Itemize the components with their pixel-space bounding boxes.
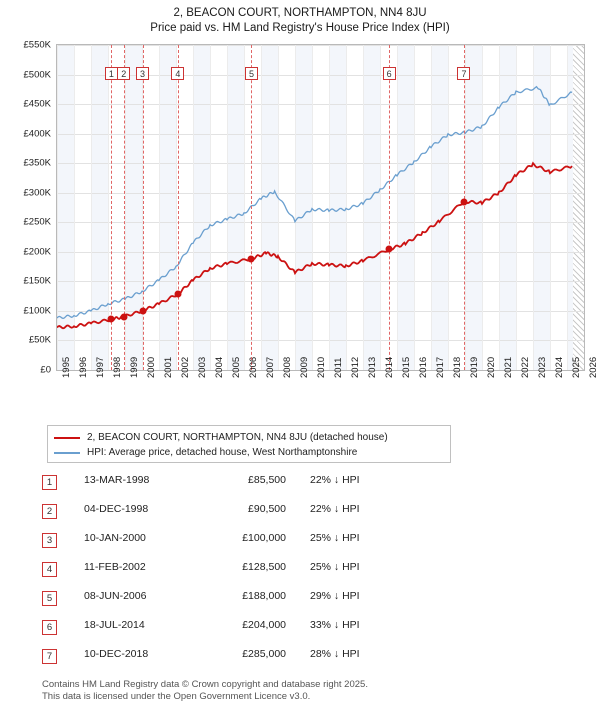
sale-marker-1[interactable] [108, 316, 115, 323]
sale-marker-6[interactable] [386, 246, 393, 253]
chart-legend [47, 425, 451, 463]
x-tick-label: 1998 [112, 356, 123, 378]
x-tick-label: 2003 [197, 356, 208, 378]
row-hpi-delta: 29% ↓ HPI [310, 590, 360, 602]
footer [42, 679, 562, 703]
row-badge: 2 [42, 504, 57, 519]
row-price: £128,500 [242, 561, 286, 573]
x-tick-label: 2024 [554, 356, 565, 378]
row-price: £285,000 [242, 648, 286, 660]
row-date: 10-JAN-2000 [84, 532, 146, 544]
x-tick-label: 2020 [486, 356, 497, 378]
x-tick-label: 2007 [265, 356, 276, 378]
table-row[interactable] [42, 617, 562, 646]
row-badge: 4 [42, 562, 57, 577]
y-tick-label: £150K [23, 275, 51, 287]
event-line-3 [143, 45, 144, 370]
x-tick-label: 2013 [367, 356, 378, 378]
table-row[interactable] [42, 646, 562, 675]
series-lines [57, 45, 584, 370]
x-tick-label: 2008 [282, 356, 293, 378]
x-tick-label: 2012 [350, 356, 361, 378]
row-price: £204,000 [242, 619, 286, 631]
page-title [0, 6, 600, 36]
event-badge-3[interactable]: 3 [136, 67, 149, 80]
x-tick-label: 2017 [435, 356, 446, 378]
chart-container [0, 38, 600, 378]
line-hpi [57, 87, 572, 319]
event-badge-6[interactable]: 6 [383, 67, 396, 80]
event-badge-2[interactable]: 2 [117, 67, 130, 80]
event-badge-7[interactable]: 7 [457, 67, 470, 80]
x-tick-label: 2023 [537, 356, 548, 378]
y-tick-label: £200K [23, 246, 51, 258]
footer-line-2: This data is licensed under the Open Government Licence v3.0. [42, 691, 311, 702]
legend-item-hpi [54, 445, 444, 460]
row-hpi-delta: 25% ↓ HPI [310, 532, 360, 544]
x-tick-label: 1999 [129, 356, 140, 378]
legend-swatch-price-paid [54, 437, 80, 439]
y-tick-label: £100K [23, 305, 51, 317]
row-badge: 7 [42, 649, 57, 664]
x-tick-label: 2001 [163, 356, 174, 378]
event-line-4 [178, 45, 179, 370]
row-price: £85,500 [248, 474, 286, 486]
sale-marker-7[interactable] [460, 198, 467, 205]
row-badge: 5 [42, 591, 57, 606]
event-line-6 [389, 45, 390, 370]
y-tick-label: £500K [23, 69, 51, 81]
row-hpi-delta: 28% ↓ HPI [310, 648, 360, 660]
gridline-vertical [584, 45, 585, 370]
x-tick-label: 2004 [214, 356, 225, 378]
row-date: 08-JUN-2006 [84, 590, 147, 602]
sale-marker-2[interactable] [120, 313, 127, 320]
x-tick-label: 2006 [248, 356, 259, 378]
row-badge: 6 [42, 620, 57, 635]
x-tick-label: 2019 [469, 356, 480, 378]
x-tick-label: 2018 [452, 356, 463, 378]
event-badge-1[interactable]: 1 [105, 67, 118, 80]
x-tick-label: 2015 [401, 356, 412, 378]
y-tick-label: £50K [28, 334, 51, 346]
x-tick-label: 2026 [588, 356, 599, 378]
table-row[interactable] [42, 530, 562, 559]
row-badge: 1 [42, 475, 57, 490]
sale-marker-5[interactable] [248, 255, 255, 262]
row-date: 13-MAR-1998 [84, 474, 150, 486]
row-hpi-delta: 22% ↓ HPI [310, 474, 360, 486]
table-row[interactable] [42, 559, 562, 588]
event-line-7 [464, 45, 465, 370]
x-tick-label: 2009 [299, 356, 310, 378]
footer-line-1: Contains HM Land Registry data © Crown copyright and database right 2025. [42, 679, 368, 690]
line-price-paid [57, 163, 572, 328]
x-tick-label: 2002 [180, 356, 191, 378]
row-price: £100,000 [242, 532, 286, 544]
y-tick-label: £350K [23, 157, 51, 169]
y-tick-label: £550K [23, 39, 51, 51]
x-tick-label: 2014 [384, 356, 395, 378]
x-tick-label: 1997 [95, 356, 106, 378]
row-badge: 3 [42, 533, 57, 548]
legend-label-hpi: HPI: Average price, detached house, West Northamptonshire [87, 447, 358, 458]
x-tick-label: 1996 [78, 356, 89, 378]
event-line-2 [124, 45, 125, 370]
legend-item-price-paid [54, 430, 444, 445]
sales-history-table [42, 472, 562, 675]
y-tick-label: £0 [40, 364, 51, 376]
x-tick-label: 2011 [333, 357, 344, 378]
event-line-5 [251, 45, 252, 370]
row-hpi-delta: 25% ↓ HPI [310, 561, 360, 573]
row-price: £90,500 [248, 503, 286, 515]
x-tick-label: 2025 [571, 356, 582, 378]
x-tick-label: 2021 [503, 356, 514, 378]
x-tick-label: 2010 [316, 356, 327, 378]
x-tick-label: 2005 [231, 356, 242, 378]
x-tick-label: 2000 [146, 356, 157, 378]
row-price: £188,000 [242, 590, 286, 602]
y-tick-label: £450K [23, 98, 51, 110]
x-tick-label: 2022 [520, 356, 531, 378]
event-badge-5[interactable]: 5 [245, 67, 258, 80]
row-date: 10-DEC-2018 [84, 648, 149, 660]
legend-swatch-hpi [54, 452, 80, 454]
y-tick-label: £250K [23, 216, 51, 228]
y-tick-label: £400K [23, 128, 51, 140]
table-row[interactable] [42, 472, 562, 501]
table-row[interactable] [42, 588, 562, 617]
sale-marker-4[interactable] [174, 291, 181, 298]
title-line-2: Price paid vs. HM Land Registry's House Price Index (HPI) [150, 22, 450, 34]
x-tick-label: 1995 [61, 356, 72, 378]
row-date: 11-FEB-2002 [84, 561, 146, 573]
title-line-1: 2, BEACON COURT, NORTHAMPTON, NN4 8JU [173, 7, 427, 19]
table-row[interactable] [42, 501, 562, 530]
row-hpi-delta: 33% ↓ HPI [310, 619, 360, 631]
sale-marker-3[interactable] [139, 307, 146, 314]
row-date: 18-JUL-2014 [84, 619, 145, 631]
chart-plot-area [56, 44, 585, 371]
event-badge-4[interactable]: 4 [171, 67, 184, 80]
row-date: 04-DEC-1998 [84, 503, 149, 515]
legend-label-price-paid: 2, BEACON COURT, NORTHAMPTON, NN4 8JU (detached house) [87, 432, 388, 443]
row-hpi-delta: 22% ↓ HPI [310, 503, 360, 515]
y-tick-label: £300K [23, 187, 51, 199]
x-tick-label: 2016 [418, 356, 429, 378]
